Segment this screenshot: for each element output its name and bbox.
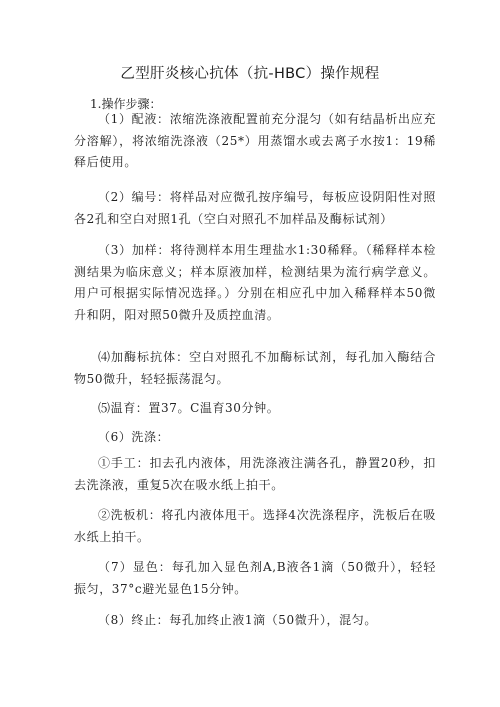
paragraph-wash-heading: （6）洗涤：: [98, 430, 170, 444]
paragraph-prepare-solution: （1）配液：浓缩洗涤液配置前充分混匀（如有结晶析出应充分溶解），将浓缩洗涤液（25*）用蒸馏水或去离子水按1：19稀释后使用。: [74, 112, 436, 169]
paragraph-stop: （8）终止：每孔加终止液1滴（50微升），混匀。: [98, 613, 377, 627]
paragraph-incubate: ⑸温育：置37。C温育30分钟。: [98, 401, 280, 415]
paragraph-add-sample: （3）加样：将待测样本用生理盐水1:30稀释。（稀释样本检测结果为临床意义；样本原液加样，检测结果为流行病学意义。用户可根据实际情况选择。）分别在相应孔中加入稀释样本50微升和阴，阳对照50微升及质控血清。: [74, 243, 436, 322]
paragraph-add-enzyme: ⑷加酶标抗体：空白对照孔不加酶标试剂，每孔加入酶结合物50微升，轻轻振荡混匀。: [74, 350, 436, 386]
paragraph-wash-machine: ②洗板机：将孔内液体甩干。选择4次洗涤程序，洗板后在吸水纸上拍干。: [74, 508, 436, 544]
paragraph-wash-manual: ①手工：扣去孔内液体，用洗涤液注满各孔，静置20秒，扣去洗涤液，重复5次在吸水纸上拍干。: [74, 456, 436, 492]
paragraph-numbering: （2）编号：将样品对应微孔按序编号，每板应设阴阳性对照各2孔和空白对照1孔（空白对照孔不加样品及酶标试剂）: [74, 190, 436, 226]
paragraph-color: （7）显色：每孔加入显色剂A,B液各1滴（50微升），轻轻振匀，37°c避光显色15分钟。: [74, 560, 436, 596]
section-heading: 1.操作步骤：: [90, 97, 162, 111]
document-title: 乙型肝炎核心抗体（抗-HBC）操作规程: [120, 66, 380, 82]
